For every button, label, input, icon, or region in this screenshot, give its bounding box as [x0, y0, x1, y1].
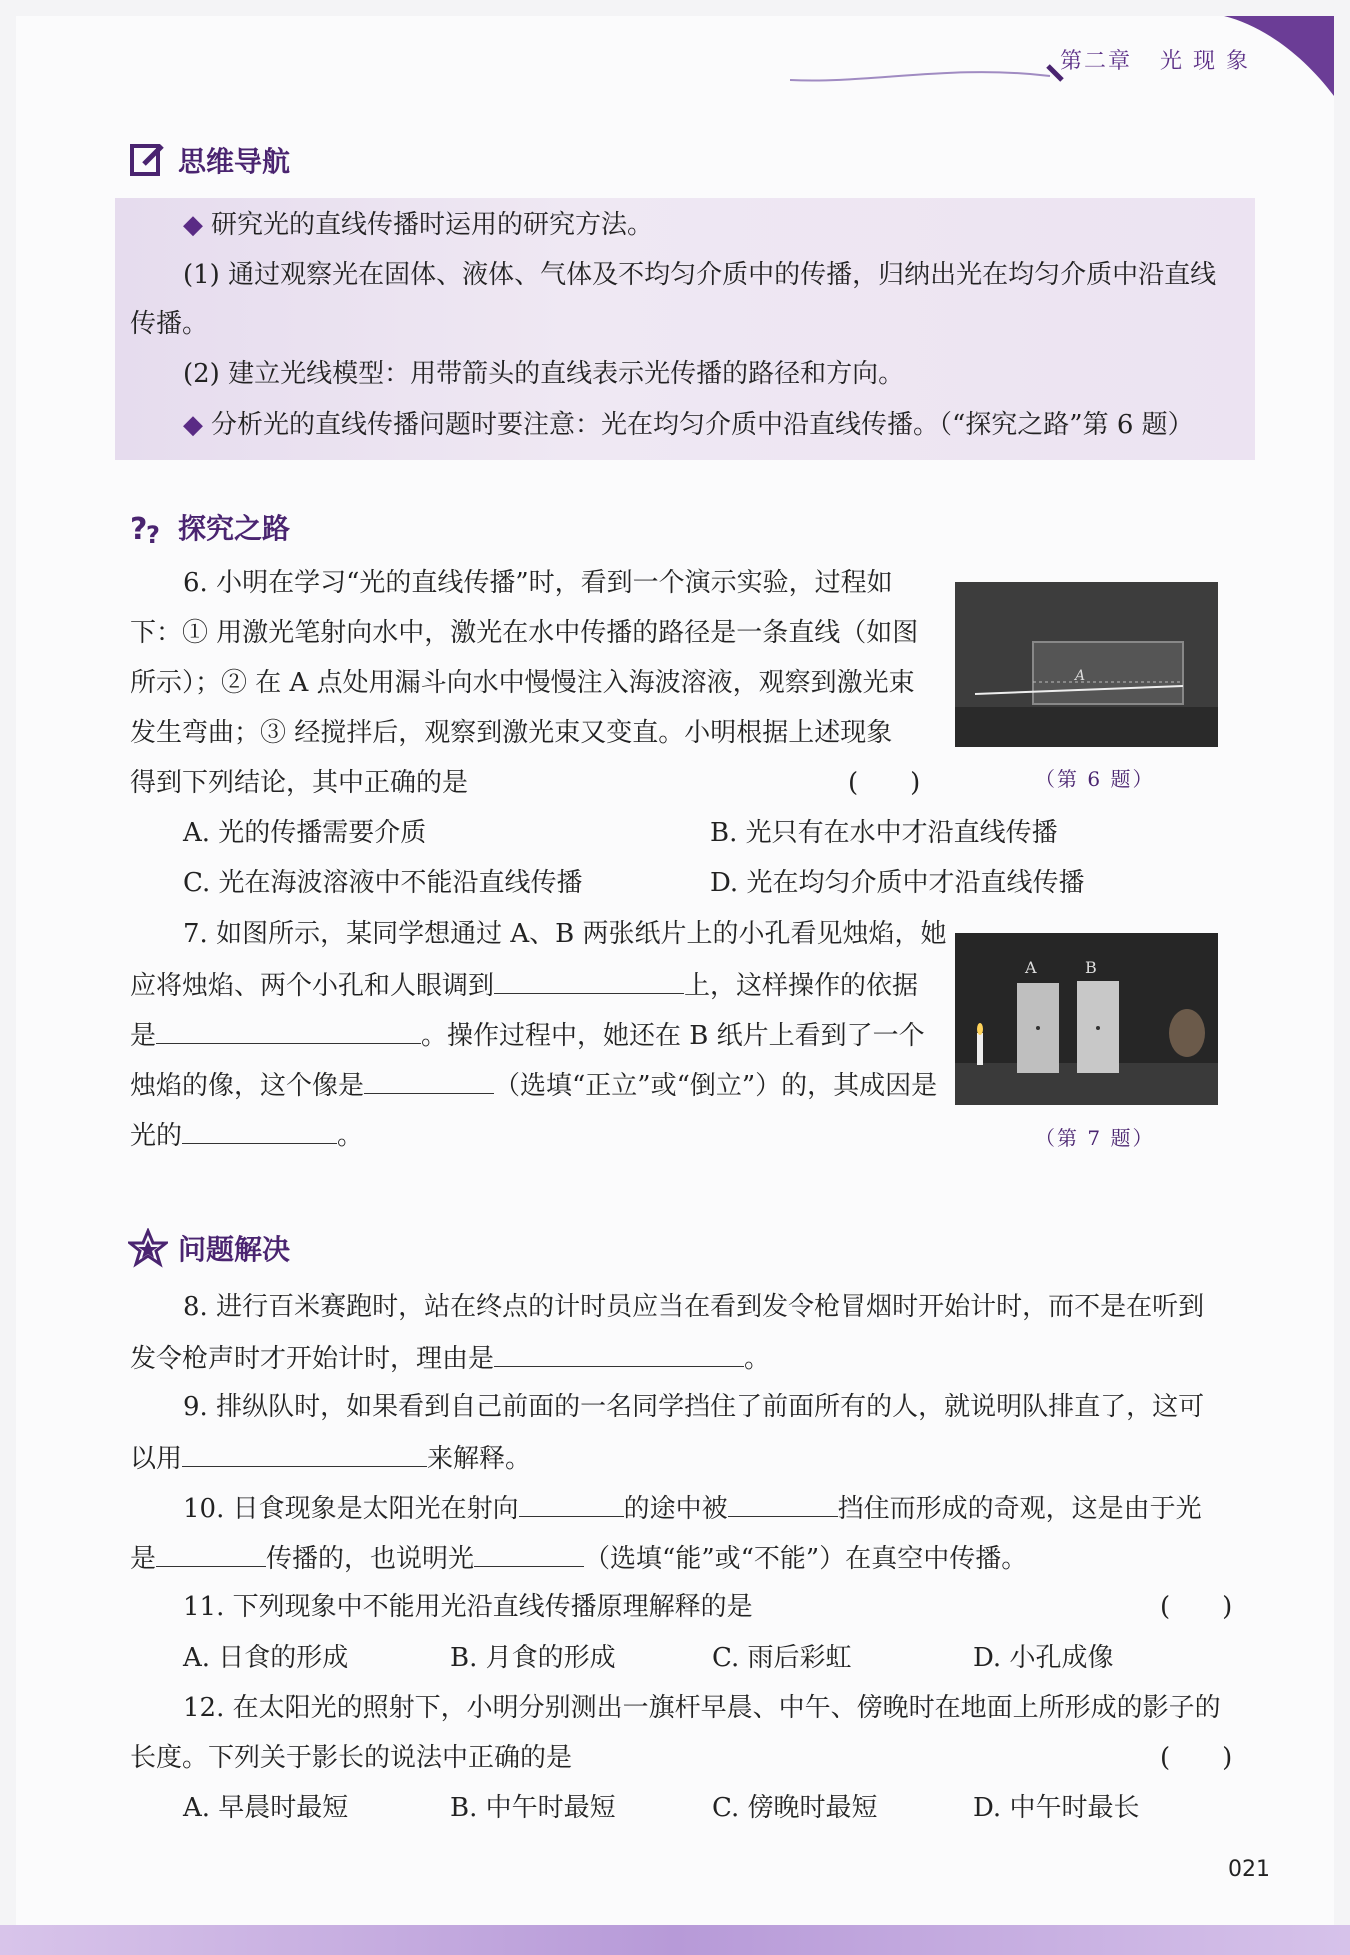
q7-line-3: 是 。操作过程中，她还在 B 纸片上看到了一个: [130, 1017, 925, 1053]
q10-line-1: 10. 日食现象是太阳光在射向 的途中被 挡住而形成的奇观，这是由于光: [183, 1490, 1202, 1526]
nav-line-1: ◆ 研究光的直线传播时运用的研究方法。: [183, 210, 654, 240]
q10-blank-3[interactable]: [156, 1540, 266, 1567]
svg-text:?: ?: [130, 512, 148, 547]
diamond-icon: ◆: [183, 210, 203, 240]
header-swoosh: [790, 58, 1080, 88]
q12-option-a: A. 早晨时最短: [183, 1793, 349, 1823]
q11-option-d: D. 小孔成像: [973, 1643, 1114, 1673]
q7-figure: [955, 933, 1218, 1105]
section-solve-title: 问题解决: [128, 1228, 290, 1268]
q7-line-4: 烛焰的像，这个像是 （选填“正立”或“倒立”）的，其成因是: [130, 1067, 937, 1103]
nav-line-3: 传播。: [130, 309, 209, 339]
nav-line-5: ◆ 分析光的直线传播问题时要注意：光在均匀介质中沿直线传播。（“探究之路”第 6 题）: [183, 410, 1194, 440]
q7-blank-4[interactable]: [182, 1117, 337, 1144]
q12-option-c: C. 傍晚时最短: [712, 1793, 878, 1823]
q10-blank-2[interactable]: [728, 1490, 838, 1517]
q7-caption: （第 7 题）: [1035, 1126, 1155, 1150]
q6-option-d: D. 光在均匀介质中才沿直线传播: [710, 868, 1085, 898]
q6-answer-paren[interactable]: ( ): [848, 768, 921, 798]
q6-option-c: C. 光在海波溶液中不能沿直线传播: [183, 868, 583, 898]
q9-line-1: 9. 排纵队时，如果看到自己前面的一名同学挡住了前面所有的人，就说明队排直了，这可: [183, 1392, 1205, 1422]
q6-line-4: 发生弯曲；③ 经搅拌后，观察到激光束又变直。小明根据上述现象: [130, 718, 893, 748]
q10-blank-1[interactable]: [519, 1490, 624, 1517]
q6-line-1: 6. 小明在学习“光的直线传播”时，看到一个演示实验，过程如: [183, 568, 893, 598]
nav-line-4: (2) 建立光线模型：用带箭头的直线表示光传播的路径和方向。: [183, 359, 905, 389]
q6-line-5: 得到下列结论，其中正确的是: [130, 768, 469, 798]
q9-blank[interactable]: [182, 1440, 427, 1467]
edit-icon: [128, 140, 168, 180]
q7-pinhole-illustration: [955, 933, 1218, 1105]
question-icon: [128, 507, 168, 547]
q11-answer-paren[interactable]: ( ): [1160, 1592, 1233, 1622]
q8-line-1: 8. 进行百米赛跑时，站在终点的计时员应当在看到发令枪冒烟时开始计时，而不是在听到: [183, 1292, 1205, 1322]
svg-text:B: B: [1085, 958, 1097, 977]
q12-option-d: D. 中午时最长: [973, 1793, 1140, 1823]
q9-line-2: 以用 来解释。: [130, 1440, 531, 1476]
q11-line-1: 11. 下列现象中不能用光沿直线传播原理解释的是: [183, 1592, 753, 1622]
svg-text:?: ?: [146, 521, 160, 547]
q6-option-a: A. 光的传播需要介质: [183, 818, 427, 848]
q6-line-3: 所示）；② 在 A 点处用漏斗向水中慢慢注入海波溶液，观察到激光束: [130, 668, 915, 698]
section-explore-title: ? ? 探究之路: [128, 507, 290, 547]
svg-text:A: A: [1075, 668, 1086, 684]
q11-option-b: B. 月食的形成: [450, 1643, 616, 1673]
q6-line-2: 下：① 用激光笔射向水中，激光在水中传播的路径是一条直线（如图: [130, 618, 919, 648]
q7-line-2: 应将烛焰、两个小孔和人眼调到 上，这样操作的依据: [130, 967, 918, 1003]
q6-figure: [955, 582, 1218, 747]
q6-caption: （第 6 题）: [1035, 767, 1155, 791]
chapter-topic: 光 现 象: [1160, 49, 1250, 74]
q11-option-c: C. 雨后彩虹: [712, 1643, 852, 1673]
chapter-label: 第二章: [1059, 49, 1132, 74]
nav-line-2: (1) 通过观察光在固体、液体、气体及不均匀介质中的传播，归纳出光在均匀介质中沿直线: [183, 260, 1217, 290]
footer-band: [0, 1925, 1350, 1955]
svg-text:A: A: [1025, 958, 1037, 977]
q8-line-2: 发令枪声时才开始计时，理由是 。: [130, 1340, 770, 1376]
section-nav-title: 思维导航: [128, 140, 290, 180]
running-header: [1060, 44, 1250, 75]
diamond-icon: ◆: [183, 410, 203, 440]
q7-blank-1[interactable]: [494, 967, 684, 994]
page-number: 021: [1228, 1857, 1270, 1882]
q7-line-1: 7. 如图所示，某同学想通过 A、B 两张纸片上的小孔看见烛焰，她: [183, 919, 947, 949]
q10-blank-4[interactable]: [474, 1540, 584, 1567]
q12-line-1: 12. 在太阳光的照射下，小明分别测出一旗杆早晨、中午、傍晚时在地面上所形成的影子的: [183, 1693, 1221, 1723]
q7-line-5: 光的 。: [130, 1117, 363, 1153]
q6-option-b: B. 光只有在水中才沿直线传播: [710, 818, 1058, 848]
q12-answer-paren[interactable]: ( ): [1160, 1743, 1233, 1773]
q8-blank[interactable]: [494, 1340, 744, 1367]
q11-option-a: A. 日食的形成: [183, 1643, 349, 1673]
q12-option-b: B. 中午时最短: [450, 1793, 616, 1823]
q7-blank-3[interactable]: [364, 1067, 494, 1094]
q6-tank-illustration: [955, 582, 1218, 747]
q7-blank-2[interactable]: [156, 1017, 421, 1044]
q12-line-2: 长度。下列关于影长的说法中正确的是: [130, 1743, 573, 1773]
star-icon: [128, 1228, 168, 1268]
q10-line-2: 是 传播的，也说明光 （选填“能”或“不能”）在真空中传播。: [130, 1540, 1027, 1576]
